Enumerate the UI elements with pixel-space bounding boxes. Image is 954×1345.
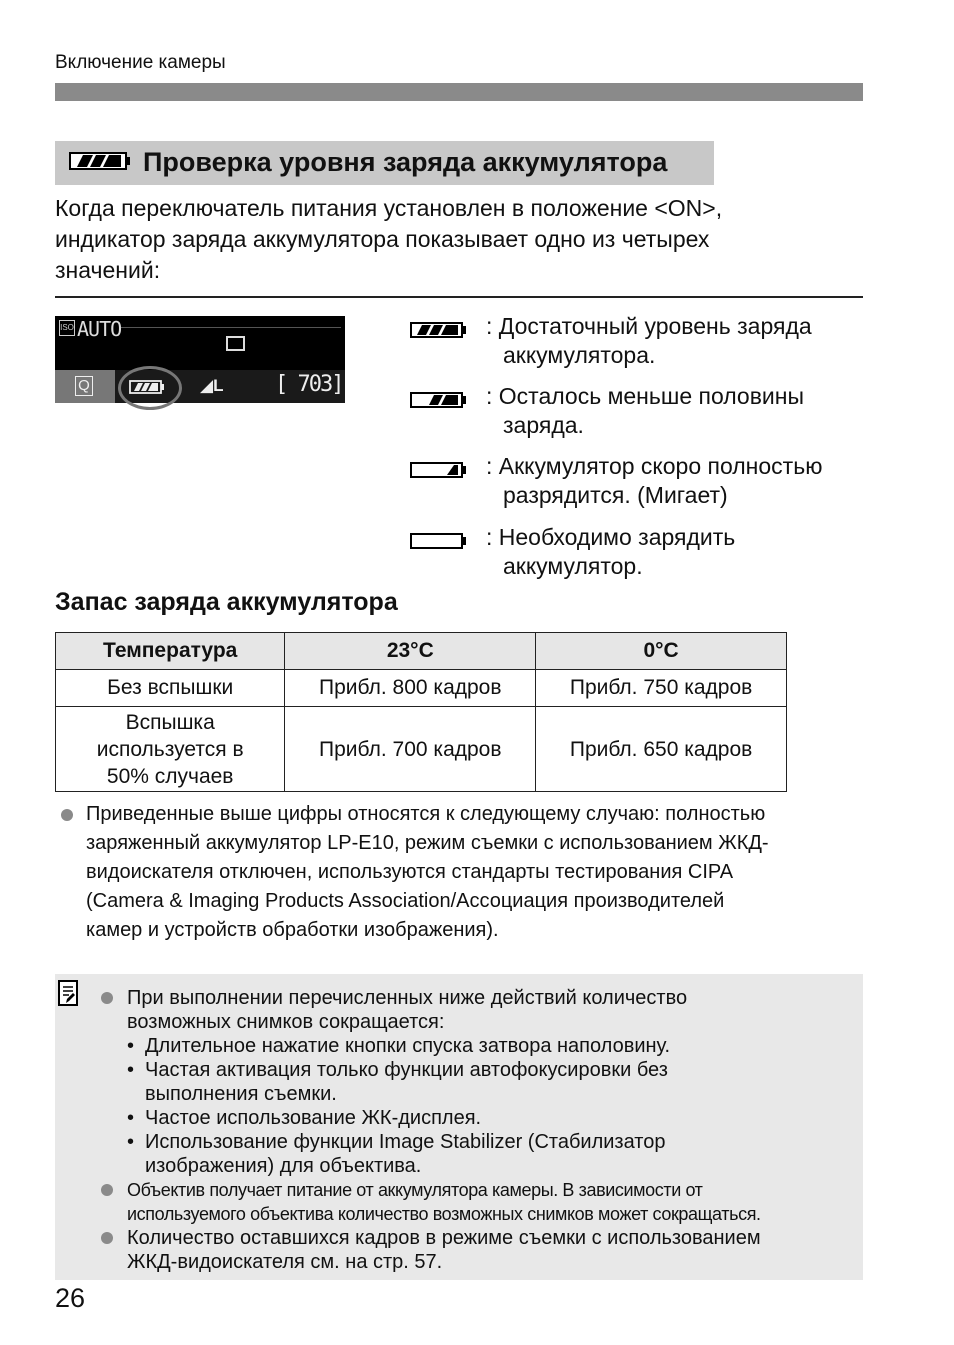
battery-full-icon [69,152,131,175]
tip-line: Частое использование ЖК-дисплея. [145,1107,482,1129]
table-cell: Без вспышки [56,670,285,707]
column-header: 23°C [285,633,536,670]
footnote [55,800,855,945]
tip-line: При выполнении перечисленных ниже действий количество [127,987,688,1009]
intro-line: значений: [55,257,161,283]
list-item: • Длительное нажатие кнопки спуска затвора наполовину. [127,1035,671,1057]
quick-control-button [55,370,115,403]
tip-line: Использование функции Image Stabilizer (Стабилизатор [145,1131,666,1153]
table-row [56,707,787,792]
battery-desc: аккумулятора. [503,342,656,368]
list-item: • Использование функции Image Stabilizer (Стабилизатор изображения) для объектива. [127,1130,670,1178]
table-cell [56,707,285,792]
lcd-line [121,327,341,328]
quality-icon: ◢ [200,376,214,395]
tip-item [127,1178,761,1226]
battery-desc: : Достаточный уровень заряда [486,313,812,339]
quality-value: L [213,376,224,395]
battery-desc: разрядится. (Мигает) [503,482,728,508]
cell-line: используется в [96,737,244,761]
battery-desc: аккумулятор. [503,553,643,579]
drive-mode-icon [226,336,245,351]
column-header: 0°C [536,633,787,670]
intro-text [55,193,855,286]
intro-line: индикатор заряда аккумулятора показывает одно из четырех [55,226,710,252]
bullet-icon [101,1232,113,1244]
image-quality [200,376,223,396]
bullet-icon [101,992,113,1004]
iso-icon: ISO [59,320,75,336]
table-header-row [56,633,787,670]
table-cell: Прибл. 800 кадров [285,670,536,707]
tip-item [127,1226,761,1274]
list-item: • Частое использование ЖК-дисплея. [127,1106,670,1130]
bullet-icon [101,1184,113,1196]
lcd-screen [55,316,345,403]
table-cell: Прибл. 700 кадров [285,707,536,792]
list-item: • Частая активация только функции автофокусировки без выполнения съемки. [127,1058,670,1106]
tip-line: выполнения съемки. [145,1083,337,1105]
tip-line: ЖКД-видоискателя см. на стр. 57. [127,1251,443,1273]
battery-desc: : Необходимо зарядить [486,524,736,550]
tip-line: используемого объектива количество возможных снимков может сокращаться. [127,1204,761,1224]
battery-full-icon [129,380,165,399]
header-bar [55,83,863,101]
battery-desc: : Аккумулятор скоро полностью [486,453,823,479]
tip-line: Частая активация только функции автофокусировки без [145,1059,668,1081]
battery-desc: : Осталось меньше половины [486,383,805,409]
tip-item [127,986,687,1034]
table-row [56,670,787,707]
page-title: Проверка уровня заряда аккумулятора [143,147,668,177]
quick-label: Q [75,376,93,396]
tip-box [55,974,863,1280]
divider [55,296,863,298]
note-line: камер и устройств обработки изображения). [86,919,499,941]
page-number: 26 [55,1283,86,1313]
note-line: Приведенные выше цифры относятся к следующему случаю: полностью [86,803,766,825]
battery-empty-icon [410,527,468,556]
intro-line: Когда переключатель питания установлен в положение <ON>, [55,195,723,221]
note-line: заряженный аккумулятор LP-E10, режим съемки с использованием ЖКД- [86,832,769,854]
memo-icon [57,979,81,1016]
capacity-table [55,632,787,792]
tip-line: возможных снимков сокращается: [127,1011,445,1033]
battery-desc: заряда. [503,412,584,438]
section-heading: Запас заряда аккумулятора [55,588,398,616]
section-title: Включение камеры [55,52,226,73]
table-cell: Прибл. 750 кадров [536,670,787,707]
column-header: Температура [56,633,285,670]
tip-line: Количество оставшихся кадров в режиме съемки с использованием [127,1227,761,1249]
cell-line: Вспышка [125,710,215,734]
sub-list [127,1034,670,1178]
battery-half-icon [410,386,468,415]
tip-line: Длительное нажатие кнопки спуска затвора наполовину. [145,1035,671,1057]
battery-low-icon [410,456,468,485]
bullet-icon [61,809,73,821]
cell-line: 50% случаев [106,764,234,788]
lcd-bottom-bar [55,370,345,403]
table-cell: Прибл. 650 кадров [536,707,787,792]
battery-full-icon [410,316,468,345]
note-line: видоискателя отключен, используются стандарты тестирования CIPA [86,861,734,883]
iso-value: AUTO [77,317,122,341]
tip-line: изображения) для объектива. [145,1155,422,1177]
shots-remaining: [ 703] [275,372,343,397]
note-line: (Camera & Imaging Products Association/Ассоциация производителей [86,890,725,912]
tip-line: Объектив получает питание от аккумулятора камеры. В зависимости от [127,1180,703,1200]
